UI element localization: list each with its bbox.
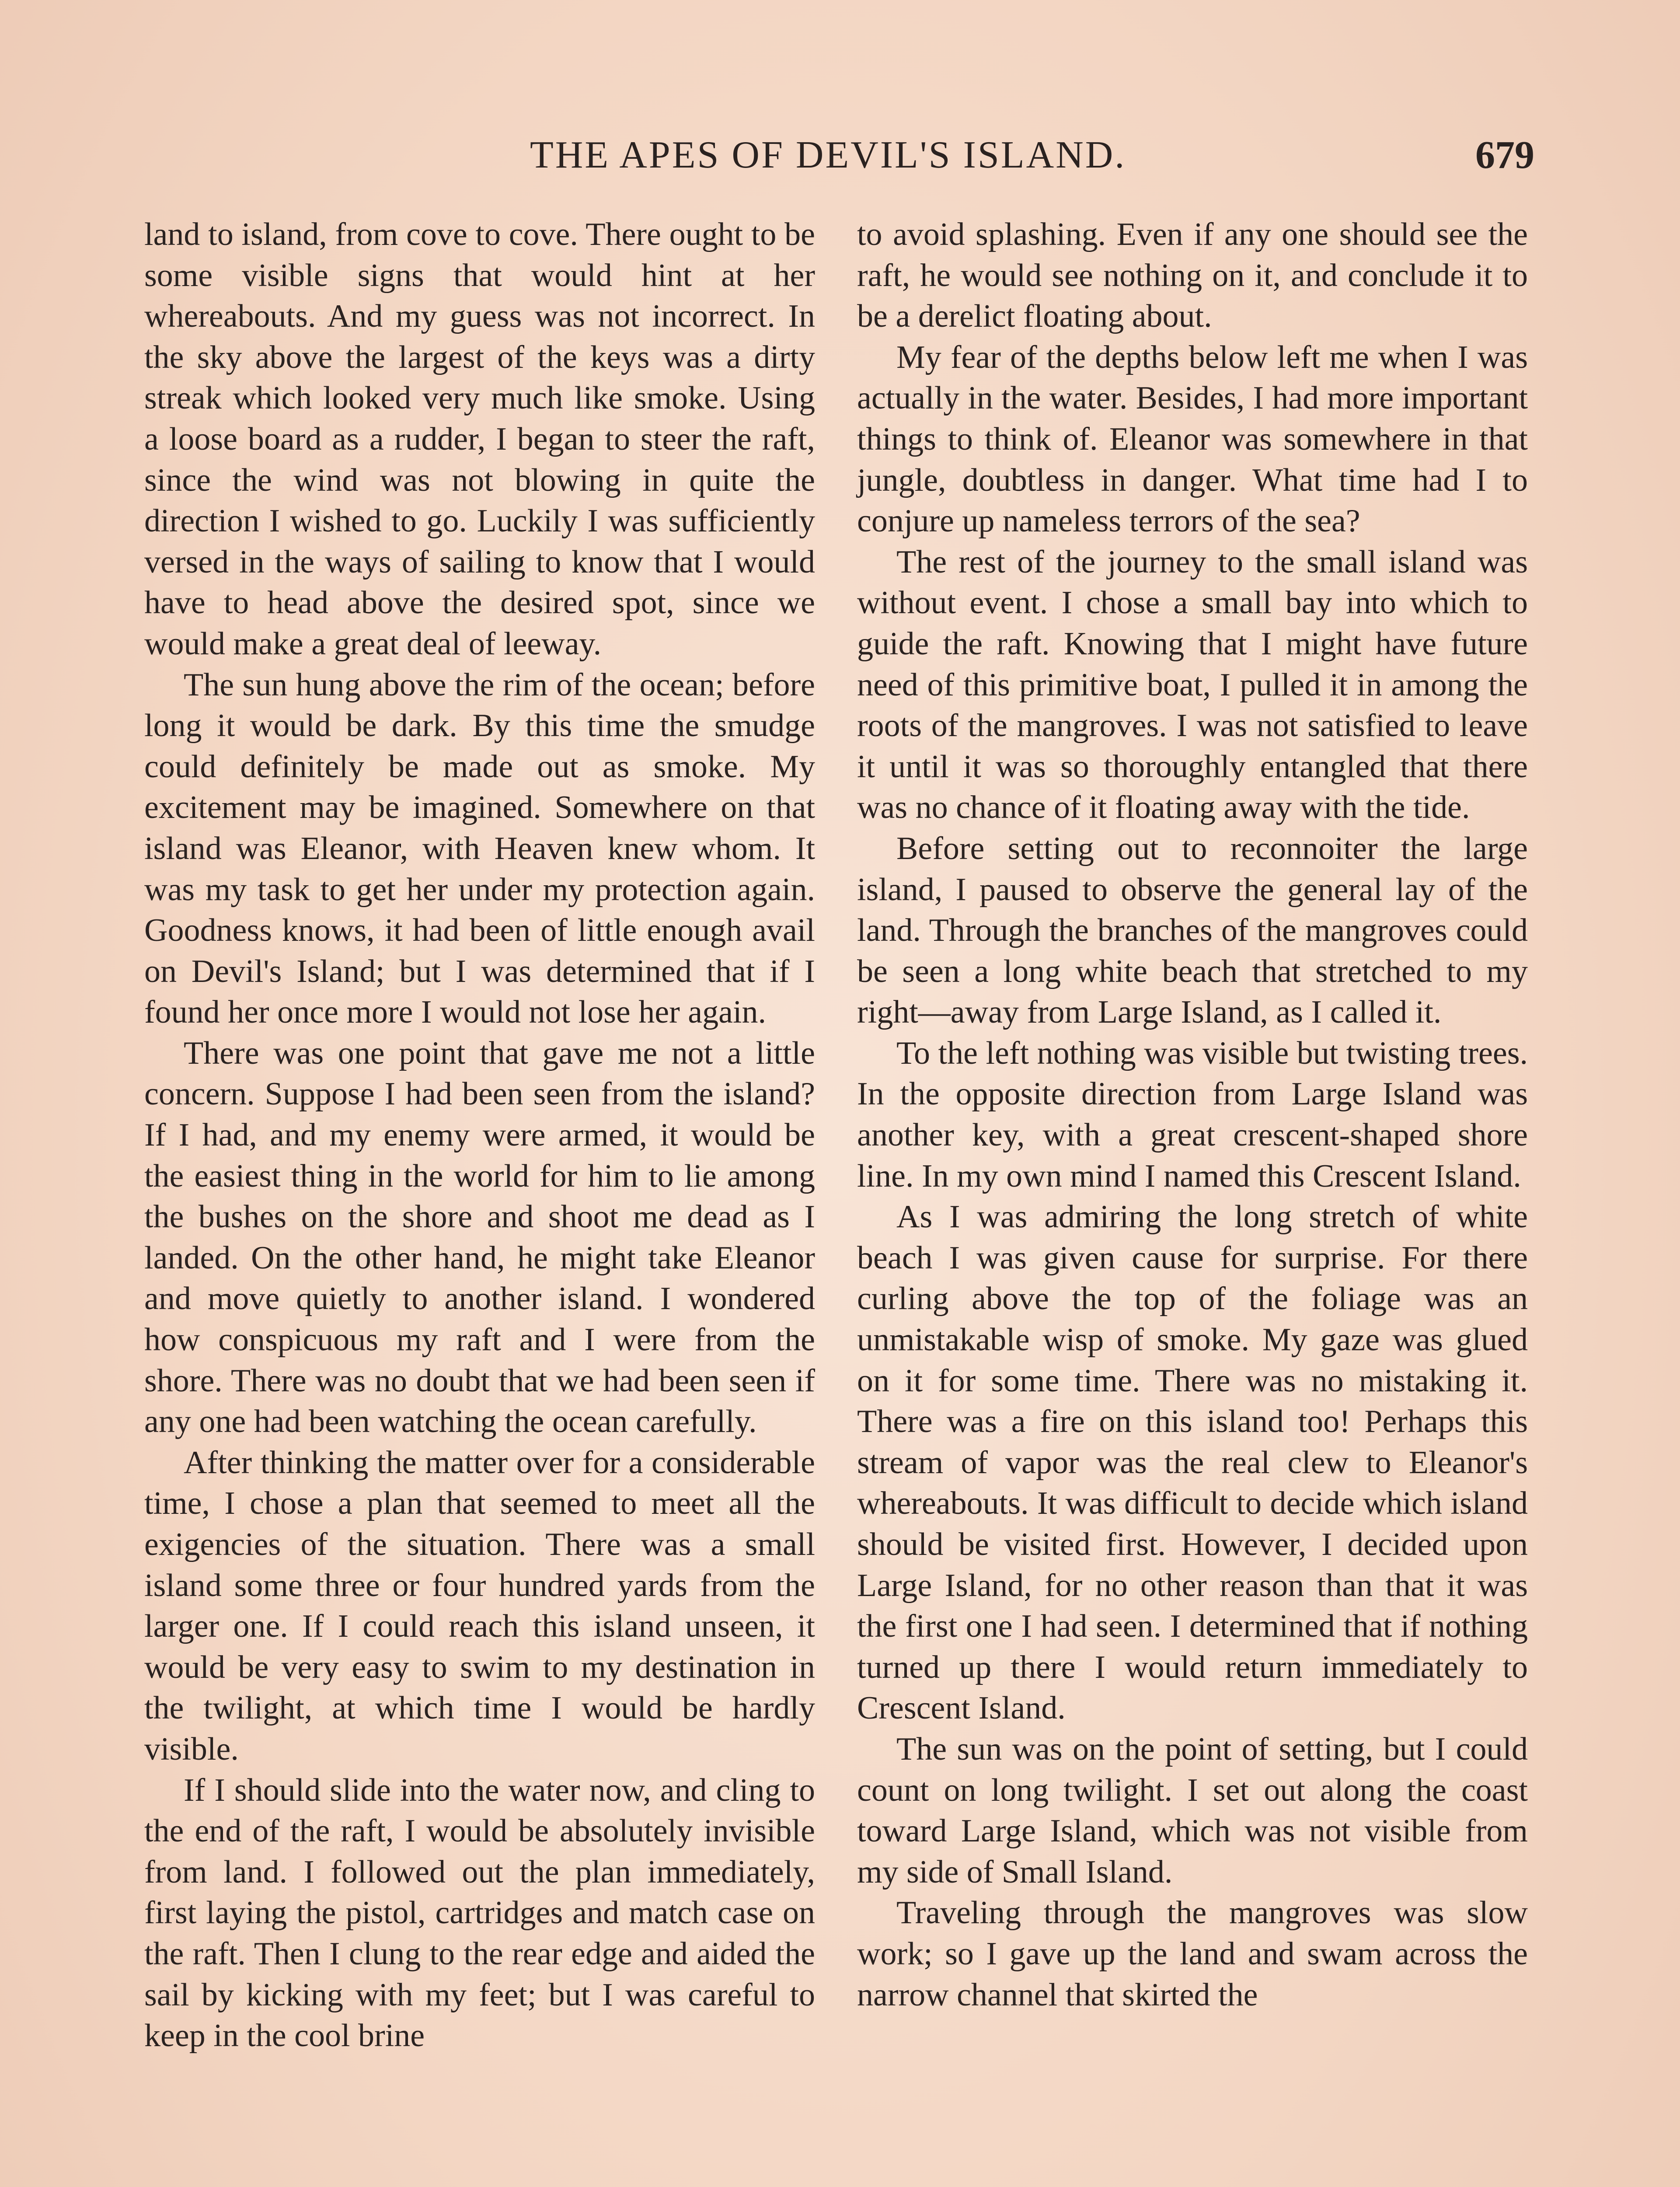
paragraph: My fear of the depths below left me when I was actually in the water. Besides, I had more important things to think of. Eleanor was somewhere in that jungle, doubtless in danger. What time had I to conjure up nameless terrors of the sea? xyxy=(857,339,1528,539)
right-column xyxy=(857,214,1528,2016)
paragraph: After thinking the matter over for a considerable time, I chose a plan that seemed to meet all the exigencies of the situation. There was a small island some three or four hundred yards from the larger one. If I could reach this island unseen, it would be very easy to swim to my destination in the twilight, at which time I would be hardly visible. xyxy=(144,1444,815,1767)
page-number: 679 xyxy=(1475,133,1534,177)
left-column xyxy=(144,214,815,2057)
paragraph: There was one point that gave me not a little concern. Suppose I had been seen from the island? If I had, and my enemy were armed, it would be the easiest thing in the world for him to lie among the bushes on the shore and shoot me dead as I landed. On the other hand, he might take Eleanor and move quietly to another island. I wondered how conspicuous my raft and I were from the shore. There was no doubt that we had been seen if any one had been watching the ocean carefully. xyxy=(144,1035,815,1440)
paragraph: to avoid splashing. Even if any one should see the raft, he would see nothing on it, and conclude it to be a derelict floating about. xyxy=(857,217,1528,335)
paragraph: Before setting out to reconnoiter the large island, I paused to observe the general lay of the land. Through the branches of the mangroves could be seen a long white beach that stretched to my right—away from Large Island, as I called it. xyxy=(857,830,1528,1031)
paragraph: The sun was on the point of setting, but I could count on long twilight. I set out along the coast toward Large Island, which was not visible from my side of Small Island. xyxy=(857,1731,1528,1890)
paragraph: Traveling through the mangroves was slow work; so I gave up the land and swam across the narrow channel that skirted the xyxy=(857,1895,1528,2013)
paragraph: The rest of the journey to the small island was without event. I chose a small bay into which to guide the raft. Knowing that I might have future need of this primitive boat, I pulled it in among the roots of the mangroves. I was not satisfied to leave it until it was so thoroughly entangled that there was no chance of it floating away with the tide. xyxy=(857,544,1528,826)
paragraph: If I should slide into the water now, and cling to the end of the raft, I would be absolutely invisible from land. I followed out the plan immediately, first laying the pistol, cartridges and match case on the raft. Then I clung to the rear edge and aided the sail by kicking with my feet; but I was careful to keep in the cool brine xyxy=(144,1772,815,2054)
paragraph: The sun hung above the rim of the ocean; before long it would be dark. By this time the smudge could definitely be made out as smoke. My excitement may be imagined. Somewhere on that island was Eleanor, with Heaven knew whom. It was my task to get her under my protection again. Goodness knows, it had been of little enough avail on Devil's Island; but I was determined that if I found her once more I would not lose her again. xyxy=(144,667,815,1031)
running-title: THE APES OF DEVIL'S ISLAND. xyxy=(530,134,1126,176)
paragraph: As I was admiring the long stretch of white beach I was given cause for surprise. For there curling above the top of the foliage was an unmistakable wisp of smoke. My gaze was glued on it for some time. There was no mistaking it. There was a fire on this island too! Perhaps this stream of vapor was the real clew to Eleanor's whereabouts. It was difficult to decide which island should be visited first. However, I decided upon Large Island, for no other reason than that it was the first one I had seen. I determined that if nothing turned up there I would return immediately to Crescent Island. xyxy=(857,1199,1528,1726)
page-header xyxy=(0,127,1680,192)
paragraph: To the left nothing was visible but twisting trees. In the opposite direction from Large Island was another key, with a great crescent-shaped shore line. In my own mind I named this Crescent Island. xyxy=(857,1035,1528,1194)
paragraph: land to island, from cove to cove. There ought to be some visible signs that would hint at her whereabouts. And my guess was not incorrect. In the sky above the largest of the keys was a dirty streak which looked very much like smoke. Using a loose board as a rudder, I began to steer the raft, since the wind was not blowing in quite the direction I wished to go. Luckily I was sufficiently versed in the ways of sailing to know that I would have to head above the desired spot, since we would make a great deal of leeway. xyxy=(144,217,815,662)
